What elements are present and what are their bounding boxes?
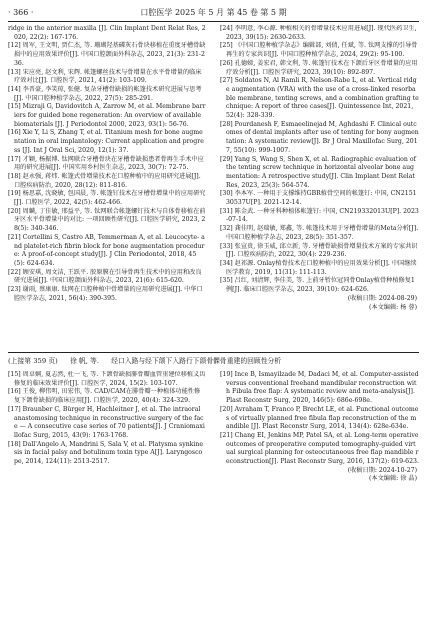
reference-item: [25] 《中国口腔种植学杂志》编辑部, 刘倩, 任斌, 等. 钛网支撑的引导骨再生的专家共识[J]. 中国口腔种植学杂志, 2024, 29(2): 95-100. — [220, 42, 418, 59]
reference-item: [17] Braunber C, Bürger H, Hachleitner J, et al. The intraoral anastomosing technique in reconstructive surgery of the face — A consecutive case series of 70 patients[J]. J Craniomaxillofac Surg, 2015, 43(9): 1763-1768. — [8, 405, 205, 439]
references-bottom-left — [8, 371, 206, 629]
reference-item: [33] 张宣贵, 徐玉威, 邱立新, 等. 牙槽骨缺损骨增量技术方案的专家共识[J]. 口腔疾病防治, 2022, 30(4): 229-236. — [220, 242, 418, 259]
reference-item: [26] 孔德娣, 姜宏君, 韩文利, 等. 帐篷钉技术在下颌后牙区骨增量的应用疗效分析[J]. 口腔医学研究, 2023, 39(10): 892-897. — [220, 59, 418, 76]
continued-article-heading — [8, 355, 419, 367]
article-authors: 徐 帆, 等. — [69, 357, 100, 365]
continued-from: (上接第 359 页) — [8, 357, 58, 365]
editor-credit: (本文编辑: 杨 蓉) — [369, 303, 417, 311]
section-rule — [8, 352, 419, 353]
references-bottom-right — [220, 371, 419, 629]
reference-item: [21] Chang EI, Jenkins MP, Patel SA, et al. Long-term operative outcomes of preoperative computed tomography-guided virtual surgical planning for osteocutaneous free flap mandible reconstruction[J]. Plast Reconstr Surg, 2016, 137(2): 619-623. — [220, 431, 419, 466]
reference-item: [34] 赵祁源. Onlay植骨技术在口腔种植中的应用效果分析[J]. 中国继续医学教育, 2019, 11(31): 111-113. — [220, 259, 417, 276]
reference-item: [17] 才颖, 杨振博. 钛网联合牙槽骨块在牙槽骨缺损患者骨再生手术中应用的研究进展[J]. 中国实用乡村医生杂志, 2023, 30(7): 72-75. — [8, 155, 204, 172]
reference-item: [22] 顾安琪, 周文洁, 王跃平. 胶原膜在引导骨再生技术中的应用和改良研究进展[J]. 中国口腔颌面外科杂志, 2023, 21(6): 615-620. — [8, 268, 202, 285]
reference-item: [29] Yang S, Wang S, Shen X, et al. Radiographic evaluation of the tenting screw technique in horizontal alveolar bone augmentation: A retrospective study[J]. Clin Implant Dent Relat Res, 2023, 25(3): 564-574. — [220, 155, 416, 189]
header-rule — [8, 21, 419, 22]
references-top-right — [220, 25, 419, 349]
reference-item: [27] Soldatos N, Al Ramli R, Nelson-Rabe L, et al. Vertical ridge augmentation (VRA) with the use of a cross-linked resorbable membrane, tenting screws, and a combination grafting technique: A report of three cases[J]. Quintessence Int, 2021, 52(4): 328-339. — [220, 77, 419, 120]
journal-title: 口腔医学 2025 年 5 月 第 45 卷 第 5 期 — [140, 8, 287, 17]
received-date: (收稿日期: 2024-08-29) — [347, 294, 417, 302]
reference-item: [35] 吕红, 刘清辉, 李佳美, 等. 上前牙暂位冠同骨Onlay植骨种植修复1例[J]. 临床口腔医学杂志, 2023, 39(10): 624-626. — [220, 277, 415, 294]
reference-item: [19] Ince B, Ismayilzade M, Dadaci M, et al. Computer-assisted versus conventional freehand mandibular reconstruction with Fibula free flap: A systematic review and meta-analysis[J]. Plast Reconstr Surg, 2020, 146(5): 686e-698e. — [220, 371, 419, 405]
reference-item: [20] 周麟, 丁佳敏, 邢益平, 等. 钛网联合帐篷螺钉技术与自体骨移植在前牙区水平骨增量中的对比: 一项回顾性研究[J]. 口腔医学研究, 2023, 28(5): 340-346. — [8, 207, 206, 233]
reference-item: [32] 龚佳明, 赵瑞敏, 郑鑫, 等. 帐篷技术用于牙槽骨增量的Meta分析[J]. 中国口腔种植学杂志, 2023, 28(5): 351-357. — [220, 225, 419, 241]
reference-item: [19] 杨思嘉, 沈晓敏, 包国晨, 等. 帐篷钉技术在牙槽骨增量中的应用研究[J]. 口腔医学, 2022, 42(5): 462-466. — [8, 190, 206, 207]
editor-credit: (本文编辑: 徐 晶) — [369, 475, 417, 483]
reference-item: [16] Xie Y, Li S, Zhang T, et al. Titanium mesh for bone augmentation in oral implantology: Current application and progress [J]. Int J Oral Sci, 2020, 12(1): 37. — [8, 129, 204, 154]
running-header — [8, 6, 419, 20]
reference-item: [18] Dall'Angelo A, Mandrini S, Sala V, et al. Platysma synkinesis in facial palsy and botulinum toxin type A[J]. Laryngoscope, 2014, 124(11): 2513-2517. — [8, 440, 204, 466]
page-number: · 366 · — [8, 8, 34, 17]
reference-item: [20] Avraham T, Franco P, Brecht LE, et al. Functional outcomes of virtually planned free fibula flap reconstruction of the mandible [J]. Plast Reconstr Surg, 2014, 134(4): 628e-634e. — [220, 405, 419, 431]
references-top-left — [8, 25, 206, 349]
reference-item: [12] 周军, 王文明, 贾仁杰, 等. 珊瑚羟基磷灰石骨块移植在重度牙槽骨缺损中的应用效果评价[J]. 中国口腔颌面外科杂志, 2023, 21(3): 231-236. — [8, 42, 206, 67]
reference-item: [23] 谢雨, 蔡康康. 钛网在口腔种植中骨增量的应用研究进展[J]. 中华口腔医学杂志, 2021, 56(4): 390-395. — [8, 286, 203, 302]
reference-item: [18] 赵永强, 蒋炜. 帐篷式骨增量技术在口腔种植中的应用研究进展[J]. 口腔疾病防治, 2020, 28(12): 811-816. — [8, 172, 201, 189]
reference-item: [15] 周卓娴, 夏志然, 杜一飞, 等. 下颌骨缺损腓骨瓣血管重建位移植义齿修复的临床效果评价[J]. 口腔医学, 2024, 15(2): 103-107. — [8, 371, 206, 387]
reference-item: [31] 陈金武. 一种牙科种植体帐篷钉: 中国, CN219332013U[P]. 2023-07-14. — [220, 207, 419, 224]
reference-item: [21] Cortellini S, Castro AB, Temmerman A, et al. Leucocyte- and platelet-rich fibrin block for bone augmentation procedure: A proof-of-concept study[J]. J Clin Periodontol, 2018, 45(5): 624-634. — [8, 233, 205, 267]
received-date: (收稿日期: 2024-10-27) — [347, 466, 417, 474]
reference-item: [28] Pourdanesh F, Esmaeelinejad M, Aghdashi F. Clinical outcomes of dental implants after use of tenting for bony augmentation: A systematic review[J]. Br J Oral Maxillofac Surg, 2017, 55(10): 999-1007. — [220, 120, 419, 154]
reference-item: [13] 宋应亮, 赵文利, 宋辉. 帐篷螺丝技术与骨增量在水平骨增量的临床疗效对比[J]. 口腔医学, 2021, 41(2): 103-109. — [8, 68, 202, 85]
reference-item: [14] 李晋豪, 李笑琼, 张健. 复杂牙槽骨缺损的帐篷技术研究进展与思考[J]. 中国口腔种植学杂志, 2022, 27(5): 285-291. — [8, 85, 202, 102]
reference-item: [24] 李明意, 李心源. 种植相关的骨增量技术应用进展[J]. 现代医药卫生, 2023, 39(15): 2630-2633. — [220, 25, 417, 41]
reference-item: [30] 李本军. 一种用于支撑维持GBR植骨空间的帐篷钉: 中国, CN215130537U[P]. 2021-12-14. — [220, 190, 417, 207]
reference-item: ridge in the anterior maxilla [J]. Clin Implant Dent Relat Res, 2020, 22(2): 167-176. — [8, 25, 206, 41]
article-title: 经口入路与经下颌下入路行下颌骨髁骨重建的回顾性分析 — [111, 357, 282, 365]
reference-item: [15] Mizraji G, Davidovitch A, Zarrow M, et al. Membrane barriers for guided bone regeneration: An overview of available biomaterials [J]. J Periodontol 2000, 2023, 93(1): 56-76. — [8, 103, 206, 128]
reference-item: [16] 王俊, 柳伟明, 田宏伟, 等. CAD/CAM在腓骨瓣一种植体功能性修复下颌骨缺损的临床应用[J]. 口腔医学, 2020, 40(4): 324-329. — [8, 388, 201, 405]
